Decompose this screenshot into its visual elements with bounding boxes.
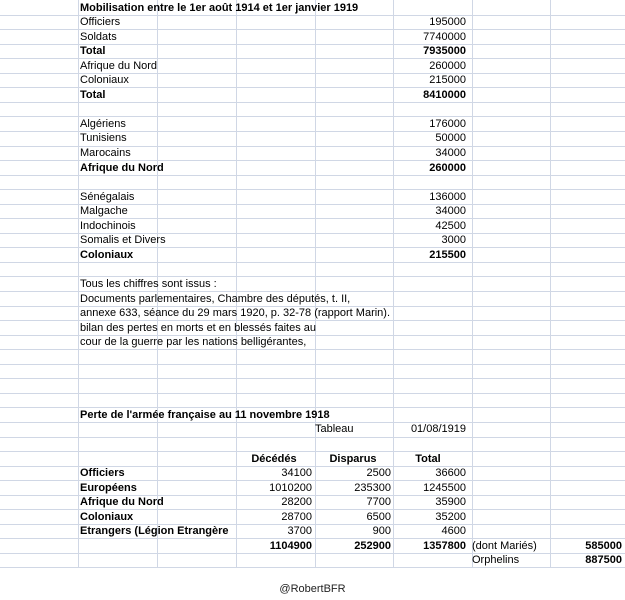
grid-row-line [0,451,625,452]
orphelins-label: Orphelins [472,554,520,567]
disparus-value: 235300 [354,481,391,494]
disparus-value: 900 [372,525,391,538]
grid-row-line [0,567,625,568]
row-label: Marocains [80,147,131,159]
row-value: 34000 [435,147,466,159]
grid-row-line [0,393,625,394]
row-value: 195000 [429,16,466,29]
column-header: Disparus [329,452,377,465]
row-label: Sénégalais [80,190,135,203]
total-value: 1245500 [423,481,466,494]
row-label: Total [80,88,106,101]
decedes-value: 34100 [281,467,312,480]
row-label: Somalis et Divers [80,234,166,247]
row-label: Afrique du Nord [80,161,164,174]
row-value: 34000 [435,205,466,218]
total-value: 35900 [435,496,466,509]
pertes-row-label: Coloniaux [80,510,134,523]
grid-column-line [550,0,551,567]
row-value: 260000 [429,161,466,174]
disparus-value: 7700 [366,496,391,509]
row-value: 215500 [429,248,466,261]
row-label: Officiers [80,16,121,29]
pertes-row-label: Afrique du Nord [80,496,164,509]
disparus-value: 6500 [366,510,391,523]
row-label: Coloniaux [80,248,134,261]
grid-row-line [0,262,625,263]
row-value: 7740000 [423,30,466,43]
row-label: Total [80,45,106,58]
pertes-row-label: Etrangers (Légion Etrangère [80,525,229,538]
row-label: Tunisiens [80,132,127,145]
row-label: Malgache [80,205,128,218]
grand-total: 1357800 [423,539,466,552]
pertes-title: Perte de l'armée française au 11 novembre 1918 [80,408,330,421]
source-note: annexe 633, séance du 29 mars 1920, p. 32-78 (rapport Marin). [80,307,391,320]
source-note: Documents parlementaires, Chambre des députés, t. II, [80,292,351,305]
decedes-value: 28200 [281,496,312,509]
row-label: Soldats [80,30,117,43]
total-value: 35200 [435,510,466,523]
decedes-value: 3700 [287,525,312,538]
grid-column-line [78,0,79,567]
tableau-date: 01/08/1919 [410,423,466,436]
pertes-row-label: Européens [80,481,137,494]
row-value: 7935000 [423,45,466,58]
row-label: Coloniaux [80,74,129,87]
row-value: 176000 [429,117,466,130]
source-note: Tous les chiffres sont issus : [80,277,217,290]
column-header: Total [415,452,441,465]
row-value: 3000 [441,234,466,247]
row-value: 50000 [435,132,466,145]
decedes-total: 1104900 [269,539,312,552]
disparus-total: 252900 [354,539,391,552]
grid-column-line [472,0,473,567]
grid-row-line [0,175,625,176]
author-credit: @RobertBFR [279,583,346,595]
row-value: 260000 [429,59,466,72]
grid-row-line [0,102,625,103]
grid-row-line [0,364,625,365]
row-value: 136000 [429,190,466,203]
decedes-value: 1010200 [269,481,312,494]
maries-label: (dont Mariés) [472,539,537,552]
total-value: 4600 [441,525,466,538]
row-label: Indochinois [80,219,136,232]
column-header: Décédés [251,452,297,465]
disparus-value: 2500 [366,467,391,480]
source-note: bilan des pertes en morts et en blessés faites au [80,321,317,334]
row-value: 8410000 [423,88,466,101]
row-label: Algériens [80,117,126,130]
decedes-value: 28700 [281,510,312,523]
pertes-row-label: Officiers [80,467,125,480]
orphelins-value: 887500 [585,554,622,567]
maries-value: 585000 [585,539,622,552]
source-note: cour de la guerre par les nations belligérantes, [80,336,307,349]
row-value: 42500 [435,219,466,232]
grid-row-line [0,437,625,438]
tableau-label: Tableau [315,423,354,436]
row-label: Afrique du Nord [80,59,158,72]
grid-row-line [0,422,625,423]
sheet-title: Mobilisation entre le 1er août 1914 et 1er janvier 1919 [80,1,359,14]
total-value: 36600 [435,467,466,480]
grid-row-line [0,378,625,379]
row-value: 215000 [429,74,466,87]
grid-row-line [0,349,625,350]
